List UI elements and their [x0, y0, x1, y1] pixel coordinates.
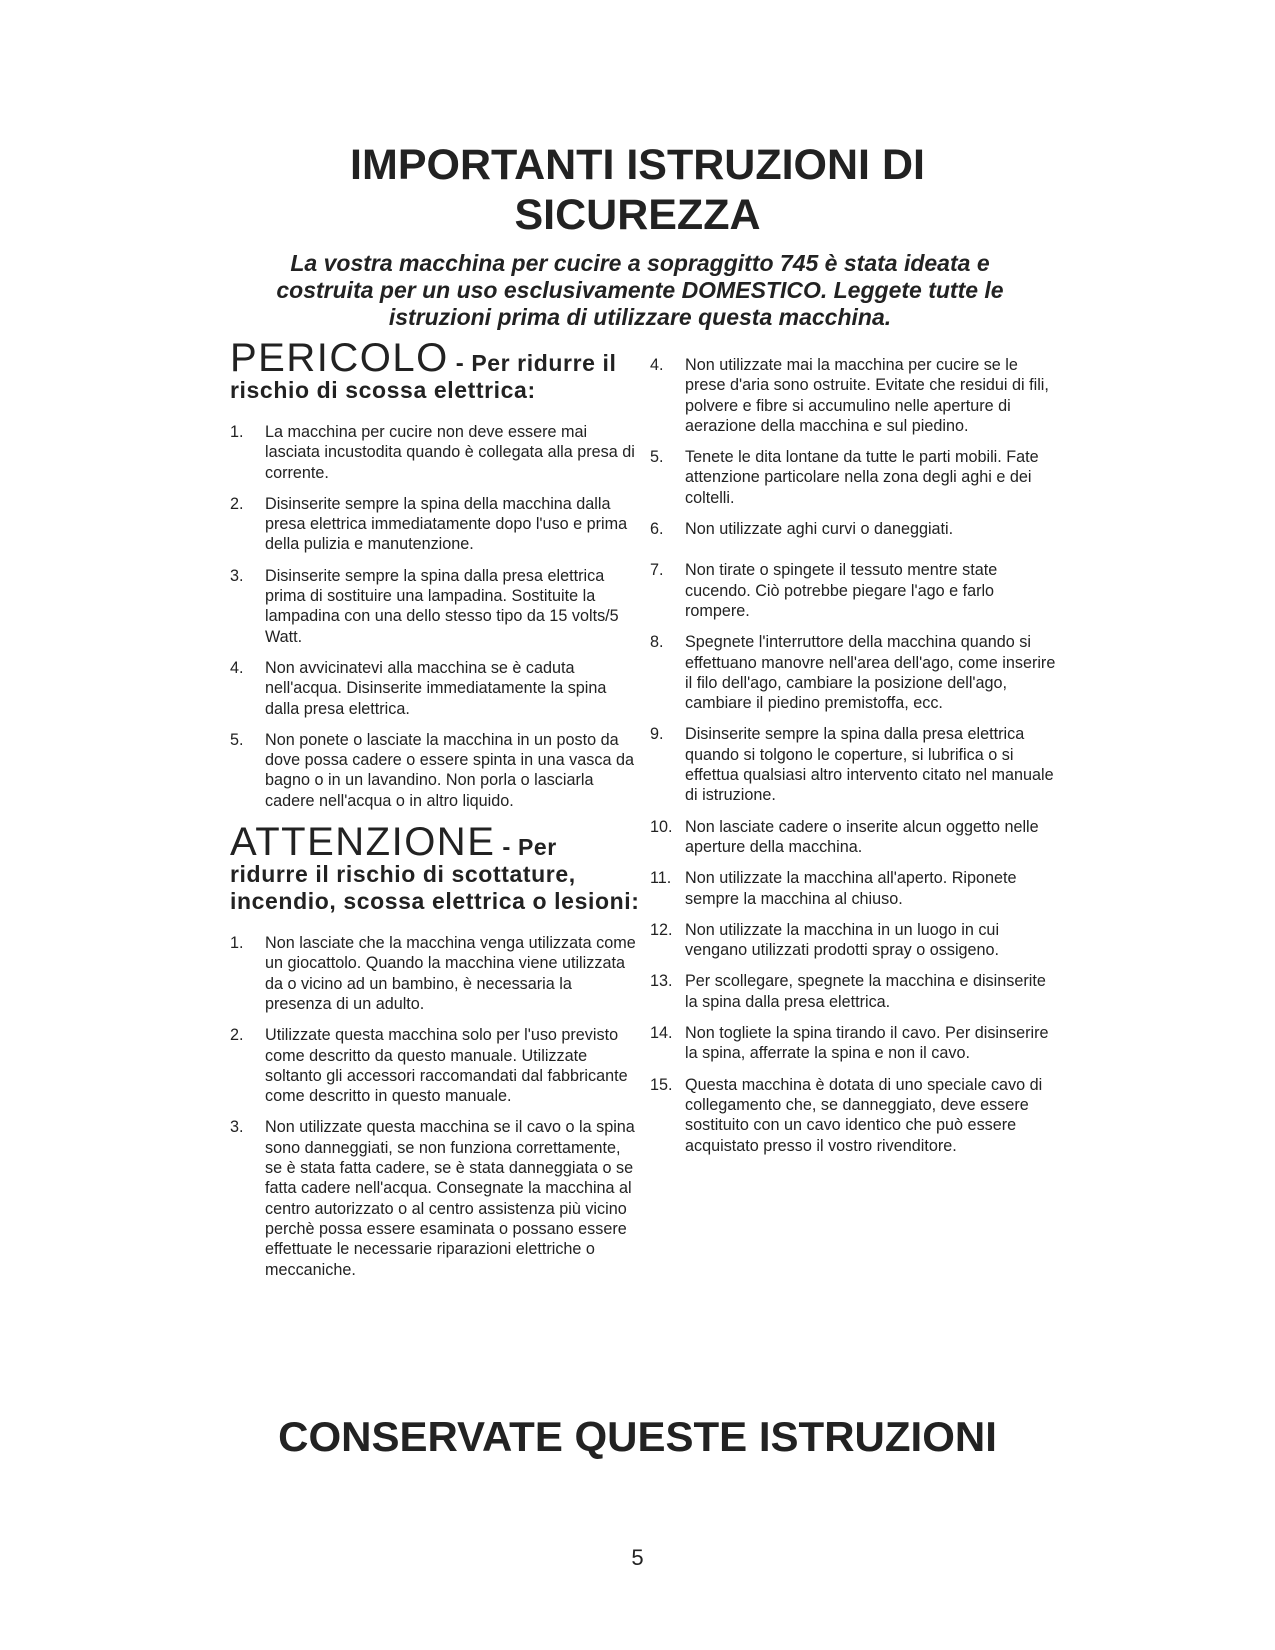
item-number: 2.: [230, 494, 244, 513]
list-item: [230, 422, 640, 483]
item-number: 10.: [650, 817, 673, 836]
item-text: Non ponete o lasciate la macchina in un posto da dove possa cadere o essere spinta in una vasca da bagno o in un lavandino. Non porla o lasciarla cadere nell'acqua o in altro liquido.: [265, 730, 634, 810]
intro-line-2: costruita per un uso esclusivamente DOMESTICO. Leggete tutte le: [276, 277, 1004, 303]
footer-title: CONSERVATE QUESTE ISTRUZIONI: [278, 1413, 997, 1460]
item-text: Spegnete l'interruttore della macchina quando si effettuano manovre nell'area dell'ago, come inserire il filo dell'ago, cambiare la posizione dell'ago, cambiare il piedino premistoffa, ecc.: [685, 633, 1056, 713]
item-number: 5.: [230, 730, 244, 749]
item-number: 11.: [650, 869, 672, 888]
page-title: [0, 140, 1275, 240]
title-line-2: SICUREZZA: [514, 191, 761, 239]
list-item: [230, 1117, 640, 1279]
intro-line-3: istruzioni prima di utilizzare questa macchina.: [388, 304, 892, 330]
item-text: La macchina per cucire non deve essere mai lasciata incustodita quando è collegata alla presa di corrente.: [265, 423, 635, 482]
item-number: 4.: [230, 658, 244, 677]
item-number: 1.: [230, 934, 244, 953]
pericolo-subtitle: Per ridurre il rischio di scossa elettrica:: [230, 350, 617, 403]
pericolo-heading: [230, 336, 640, 404]
item-number: 9.: [650, 725, 664, 744]
list-item: [650, 519, 1060, 539]
item-number: 5.: [650, 448, 664, 467]
list-item: [230, 566, 640, 647]
list-item: [650, 632, 1060, 713]
page-number: 5: [631, 1545, 644, 1570]
attenzione-dash: -: [502, 834, 511, 862]
item-text: Non utilizzate la macchina all'aperto. Riponete sempre la macchina al chiuso.: [685, 869, 1017, 908]
item-number: 14.: [650, 1024, 673, 1043]
intro-paragraph: [220, 250, 1060, 331]
item-number: 15.: [650, 1075, 673, 1094]
item-text: Non utilizzate mai la macchina per cucire se le prese d'aria sono ostruite. Evitate che residui di fili, polvere e fibre si accumulino nelle aperture di aerazione della macchina e sul piedino.: [685, 356, 1049, 435]
item-number: 8.: [650, 633, 664, 652]
list-item: [230, 494, 640, 555]
item-text: Non lasciate che la macchina venga utilizzata come un giocattolo. Quando la macchina viene utilizzata da o vicino ad un bambino, è necessaria la presenza di un adulto.: [265, 934, 636, 1013]
item-text: Questa macchina è dotata di uno speciale cavo di collegamento che, se danneggiato, deve essere sostituito con un cavo identico che può essere acquistato presso il vostro rivenditore.: [685, 1075, 1043, 1155]
attenzione-subtitle: Per ridurre il rischio di scottature, incendio, scossa elettrica o lesioni:: [230, 834, 640, 915]
item-text: Non utilizzate questa macchina se il cavo o la spina sono danneggiati, se non funziona correttamente, se è stata fatta cadere, se è stata danneggiata o se fatta cadere nell'acqua. Consegnate la macchina al centro autorizzato o al centro assistenza più vicino perchè possa essere esaminata o possano essere effettuate le necessarie riparazioni elettriche o meccaniche.: [265, 1118, 635, 1279]
pericolo-keyword: PERICOLO: [230, 336, 449, 380]
item-number: 2.: [230, 1026, 244, 1045]
list-item: [650, 1023, 1060, 1064]
item-number: 13.: [650, 972, 673, 991]
item-text: Disinserite sempre la spina dalla presa elettrica prima di sostituire una lampadina. Sostituite la lampadina con una dello stesso tipo da 15 volts/5 Watt.: [265, 566, 619, 646]
item-text: Non togliete la spina tirando il cavo. Per disinserire la spina, afferrate la spina e non il cavo.: [685, 1024, 1049, 1063]
item-text: Per scollegare, spegnete la macchina e disinserite la spina dalla presa elettrica.: [685, 972, 1046, 1011]
item-number: 3.: [230, 566, 244, 585]
title-line-1: IMPORTANTI ISTRUZIONI DI: [350, 141, 925, 189]
item-text: Non utilizzate la macchina in un luogo in cui vengano utilizzati prodotti spray o ossigeno.: [685, 920, 1000, 960]
item-text: Non avvicinatevi alla macchina se è caduta nell'acqua. Disinserite immediatamente la spina dalla presa elettrica.: [265, 658, 607, 718]
item-text: Non tirate o spingete il tessuto mentre state cucendo. Ciò potrebbe piegare l'ago e farlo rompere.: [685, 561, 998, 620]
item-text: Disinserite sempre la spina dalla presa elettrica quando si tolgono le coperture, si lubrifica o si effettua qualsiasi altro intervento citato nel manuale di istruzione.: [685, 725, 1054, 805]
list-item: [650, 971, 1060, 1012]
item-number: 6.: [650, 520, 664, 539]
item-number: 4.: [650, 356, 664, 374]
list-item: [650, 920, 1060, 961]
item-number: 12.: [650, 920, 673, 939]
pericolo-list: [230, 422, 640, 811]
attenzione-list-right: [650, 355, 1060, 1156]
item-text: Utilizzate questa macchina solo per l'uso previsto come descritto da questo manuale. Utilizzate soltanto gli accessori raccomandati dal fabbricante come descritto in questo manuale.: [265, 1026, 628, 1106]
list-item: [650, 560, 1060, 621]
list-item: [650, 355, 1060, 436]
list-item: [650, 868, 1060, 909]
pericolo-dash: -: [455, 350, 465, 377]
list-item: [650, 447, 1060, 508]
intro-line-1: La vostra macchina per cucire a sopraggitto 745 è stata ideata e: [290, 250, 990, 276]
list-item: [230, 658, 640, 719]
attenzione-list-left: [230, 933, 640, 1280]
left-column: [230, 336, 640, 1291]
list-item: [650, 1075, 1060, 1156]
item-text: Tenete le dita lontane da tutte le parti mobili. Fate attenzione particolare nella zona degli aghi e dei coltelli.: [685, 448, 1039, 507]
list-item: [230, 1025, 640, 1106]
item-text: Disinserite sempre la spina della macchina dalla presa elettrica immediatamente dopo l'uso e prima della pulizia e manutenzione.: [265, 494, 628, 554]
item-text: Non utilizzate aghi curvi o daneggiati.: [685, 520, 954, 539]
item-number: 3.: [230, 1118, 244, 1137]
list-item: [650, 817, 1060, 858]
right-column: [650, 355, 1060, 1167]
item-text: Non lasciate cadere o inserite alcun oggetto nelle aperture della macchina.: [685, 817, 1039, 856]
item-number: 1.: [230, 423, 244, 441]
list-item: [230, 933, 640, 1014]
list-item: [650, 724, 1060, 805]
item-number: 7.: [650, 561, 664, 580]
attenzione-heading: [230, 820, 640, 915]
attenzione-keyword: ATTENZIONE: [230, 820, 496, 865]
list-item: [230, 730, 640, 811]
